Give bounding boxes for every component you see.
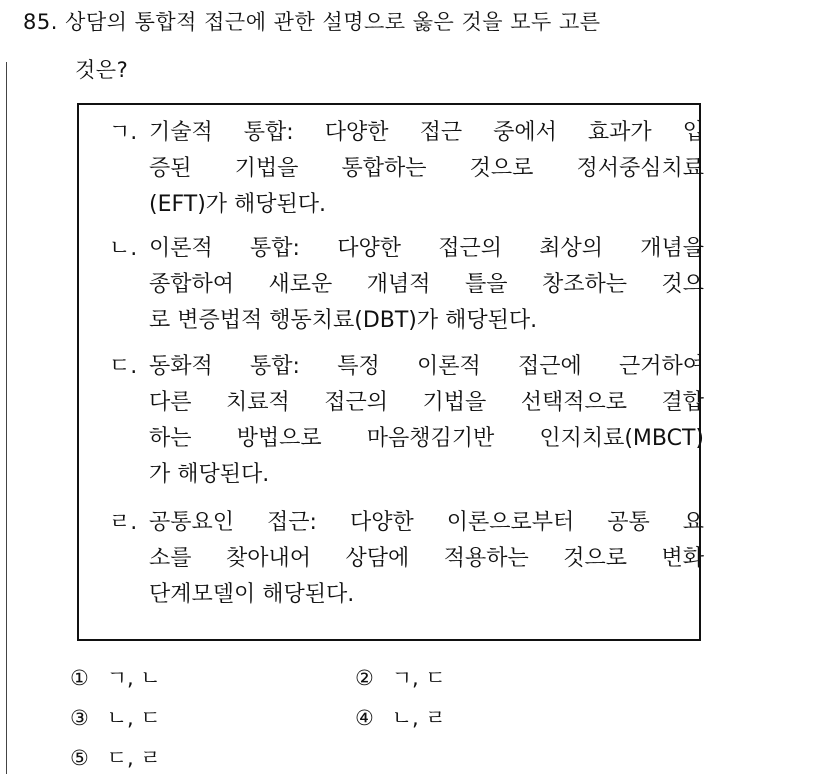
statement-line: 하는 방법으로 마음챙김기반 인지치료(MBCT) (149, 426, 704, 451)
question-stem-line2: 것은? (75, 58, 129, 82)
statement-line: 증된 기법을 통합하는 것으로 정서중심치료 (149, 156, 704, 181)
left-margin-rule (6, 62, 7, 774)
choice-text: ㄱ, ㄷ (391, 666, 446, 690)
choice-2[interactable] (355, 664, 446, 692)
statement-line: 이론적 통합: 다양한 접근의 최상의 개념을 (149, 236, 704, 261)
statements-box (77, 103, 704, 641)
choice-5[interactable] (70, 744, 161, 772)
choice-text: ㄴ, ㄷ (106, 706, 161, 730)
choice-number: ③ (70, 706, 89, 730)
statement-line: 소를 찾아내어 상담에 적용하는 것으로 변화 (149, 546, 704, 571)
choice-text: ㄴ, ㄹ (391, 706, 446, 730)
statement-label: ㄹ. (109, 510, 138, 535)
choice-3[interactable] (70, 704, 161, 732)
choice-text: ㄷ, ㄹ (106, 746, 161, 770)
statement-line: (EFT)가 해당된다. (149, 192, 327, 217)
statement-line: 종합하여 새로운 개념적 틀을 창조하는 것으 (149, 272, 704, 297)
statement-line: 기술적 통합: 다양한 접근 중에서 효과가 입 (149, 120, 704, 145)
statement-line: 동화적 통합: 특정 이론적 접근에 근거하여 (149, 354, 704, 379)
choice-text: ㄱ, ㄴ (106, 666, 161, 690)
statement-line: 다른 치료적 접근의 기법을 선택적으로 결합 (149, 390, 704, 415)
statement-label: ㄴ. (109, 236, 138, 261)
statement-label: ㄱ. (109, 120, 138, 145)
choice-number: ⑤ (70, 746, 89, 770)
choice-number: ④ (355, 706, 374, 730)
choice-number: ② (355, 666, 374, 690)
statement-line: 공통요인 접근: 다양한 이론으로부터 공통 요 (149, 510, 704, 535)
choice-1[interactable] (70, 664, 161, 692)
statement-line: 로 변증법적 행동치료(DBT)가 해당된다. (149, 308, 538, 333)
statement-line: 단계모델이 해당된다. (149, 582, 355, 607)
choice-4[interactable] (355, 704, 446, 732)
choice-number: ① (70, 666, 89, 690)
statement-label: ㄷ. (109, 354, 138, 379)
statement-line: 가 해당된다. (149, 462, 270, 487)
question-stem-line1: 85. 상담의 통합적 접근에 관한 설명으로 옳은 것을 모두 고른 (23, 10, 601, 34)
